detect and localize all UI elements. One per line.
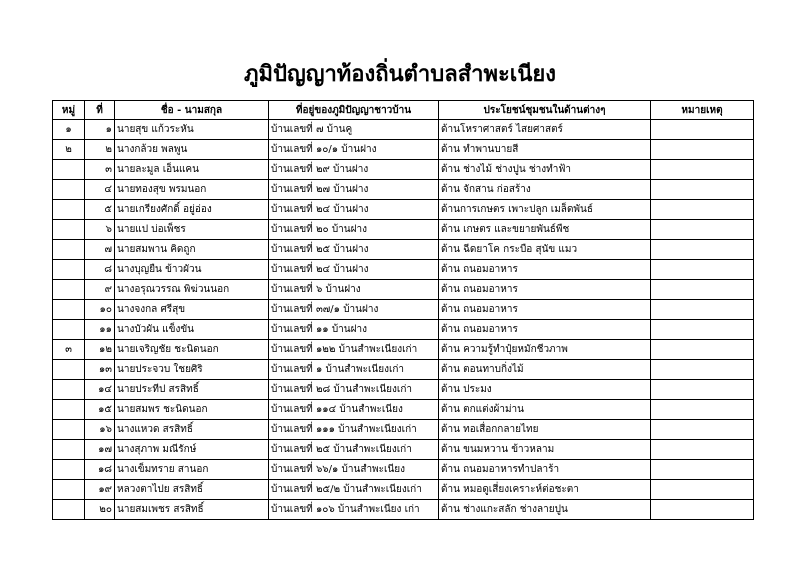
cell-moo — [53, 200, 85, 220]
cell-no: ๑ — [85, 120, 115, 140]
cell-no: ๑๕ — [85, 400, 115, 420]
cell-name: นายสมพร ชะนิดนอก — [115, 400, 269, 420]
cell-remark — [651, 240, 754, 260]
cell-no: ๑๖ — [85, 420, 115, 440]
cell-benefit: ด้าน ถนอมอาหารทำปลาร้า — [439, 460, 651, 480]
table-row — [53, 260, 754, 280]
cell-moo — [53, 320, 85, 340]
table-row — [53, 240, 754, 260]
table-row — [53, 480, 754, 500]
cell-remark — [651, 200, 754, 220]
cell-name: นายสมเพชร สรสิทธิ์ — [115, 500, 269, 520]
cell-remark — [651, 480, 754, 500]
cell-remark — [651, 180, 754, 200]
cell-name: นายสมพาน คิดถูก — [115, 240, 269, 260]
cell-address: บ้านเลขที่ ๖๖/๑ บ้านสำพะเนียง — [269, 460, 439, 480]
cell-moo: ๑ — [53, 120, 85, 140]
cell-address: บ้านเลขที่ ๑๑ บ้านฝาง — [269, 320, 439, 340]
cell-remark — [651, 260, 754, 280]
cell-remark — [651, 460, 754, 480]
table-row — [53, 340, 754, 360]
cell-remark — [651, 400, 754, 420]
cell-benefit: ด้าน ประมง — [439, 380, 651, 400]
cell-address: บ้านเลขที่ ๖ บ้านฝาง — [269, 280, 439, 300]
cell-address: บ้านเลขที่ ๑๐๖ บ้านสำพะเนียง เก่า — [269, 500, 439, 520]
cell-benefit: ด้าน ถนอมอาหาร — [439, 300, 651, 320]
cell-benefit: ด้าน หมอดูเสี่ยงเคราะห์ต่อชะตา — [439, 480, 651, 500]
table-row — [53, 160, 754, 180]
table-row — [53, 120, 754, 140]
cell-no: ๘ — [85, 260, 115, 280]
cell-no: ๑๒ — [85, 340, 115, 360]
cell-moo — [53, 420, 85, 440]
cell-moo — [53, 280, 85, 300]
cell-name: นางแหวด สรสิทธิ์ — [115, 420, 269, 440]
cell-name: นายแป บ่อเพ็ชร — [115, 220, 269, 240]
cell-benefit: ด้าน ตอนทาบกิ่งไม้ — [439, 360, 651, 380]
cell-address: บ้านเลขที่ ๒๗ บ้านฝาง — [269, 180, 439, 200]
cell-benefit: ด้าน ถนอมอาหาร — [439, 320, 651, 340]
cell-benefit: ด้าน ทอเสื่อกกลายไทย — [439, 420, 651, 440]
table-header-row — [53, 101, 754, 120]
document-title: ภูมิปัญญาท้องถิ่นตำบลสำพะเนียง — [243, 62, 556, 87]
cell-moo — [53, 500, 85, 520]
cell-moo — [53, 440, 85, 460]
cell-no: ๑๑ — [85, 320, 115, 340]
cell-no: ๔ — [85, 180, 115, 200]
cell-name: นายประจวบ ใชยศิริ — [115, 360, 269, 380]
cell-address: บ้านเลขที่ ๑ บ้านสำพะเนียงเก่า — [269, 360, 439, 380]
cell-moo — [53, 180, 85, 200]
table-row — [53, 420, 754, 440]
cell-remark — [651, 140, 754, 160]
header-remark: หมายเหตุ — [651, 101, 754, 120]
cell-remark — [651, 320, 754, 340]
cell-remark — [651, 220, 754, 240]
cell-moo — [53, 260, 85, 280]
table-row — [53, 200, 754, 220]
cell-address: บ้านเลขที่ ๑๑๑ บ้านสำพะเนียงเก่า — [269, 420, 439, 440]
cell-name: นางสุภาพ มณีรักษ์ — [115, 440, 269, 460]
wisdom-registry-table — [52, 100, 754, 520]
cell-benefit: ด้าน จักสาน ก่อสร้าง — [439, 180, 651, 200]
cell-no: ๒ — [85, 140, 115, 160]
table-row — [53, 440, 754, 460]
cell-address: บ้านเลขที่ ๒๘ บ้านสำพะเนียงเก่า — [269, 380, 439, 400]
cell-benefit: ด้าน ถนอมอาหาร — [439, 280, 651, 300]
cell-moo — [53, 160, 85, 180]
header-no: ที่ — [85, 101, 115, 120]
cell-benefit: ด้าน ขนมหวาน ข้าวหลาม — [439, 440, 651, 460]
cell-name: นายทองสุข พรมนอก — [115, 180, 269, 200]
cell-name: นางบัวผัน แข็งขัน — [115, 320, 269, 340]
table-row — [53, 400, 754, 420]
cell-address: บ้านเลขที่ ๒๕/๒ บ้านสำพะเนียงเก่า — [269, 480, 439, 500]
table-row — [53, 140, 754, 160]
cell-moo — [53, 380, 85, 400]
header-moo: หมู่ — [53, 101, 85, 120]
cell-remark — [651, 340, 754, 360]
cell-name: นายละมูล เอ็นแคน — [115, 160, 269, 180]
cell-moo: ๓ — [53, 340, 85, 360]
cell-no: ๑๓ — [85, 360, 115, 380]
header-name: ชื่อ - นามสกุล — [115, 101, 269, 120]
cell-address: บ้านเลขที่ ๒๔ บ้านฝาง — [269, 260, 439, 280]
header-address: ที่อยู่ของภูมิปัญญาชาวบ้าน — [269, 101, 439, 120]
cell-no: ๑๘ — [85, 460, 115, 480]
cell-benefit: ด้าน ทำพานบายสี — [439, 140, 651, 160]
cell-moo — [53, 300, 85, 320]
cell-name: นางอรุณวรรณ พิฆ่วนนอก — [115, 280, 269, 300]
cell-benefit: ด้าน ช่างไม้ ช่างปูน ช่างทำฟ้า — [439, 160, 651, 180]
cell-remark — [651, 440, 754, 460]
cell-name: นายเจริญชัย ชะนิดนอก — [115, 340, 269, 360]
cell-no: ๑๙ — [85, 480, 115, 500]
cell-name: นางเข็มทราย สานอก — [115, 460, 269, 480]
cell-no: ๓ — [85, 160, 115, 180]
cell-remark — [651, 360, 754, 380]
cell-address: บ้านเลขที่ ๓๗/๑ บ้านฝาง — [269, 300, 439, 320]
cell-benefit: ด้าน ช่างแกะสลัก ช่างลายปูน — [439, 500, 651, 520]
cell-remark — [651, 300, 754, 320]
cell-address: บ้านเลขที่ ๒๔ บ้านฝาง — [269, 200, 439, 220]
cell-name: นางบุญยืน ข้าวผัวน — [115, 260, 269, 280]
cell-name: นายเกรียงศักดิ์ อยู่อ่อง — [115, 200, 269, 220]
cell-moo — [53, 220, 85, 240]
cell-no: ๑๗ — [85, 440, 115, 460]
table-row — [53, 220, 754, 240]
table-row — [53, 460, 754, 480]
cell-name: นางกล้วย พลพูน — [115, 140, 269, 160]
cell-name: นายสุข แก้วระหัน — [115, 120, 269, 140]
table-row — [53, 500, 754, 520]
cell-address: บ้านเลขที่ ๒๕ บ้านสำพะเนียงเก่า — [269, 440, 439, 460]
cell-remark — [651, 280, 754, 300]
cell-name: นางจงกล ศรีสุข — [115, 300, 269, 320]
cell-benefit: ด้าน ตกแต่งผ้าม่าน — [439, 400, 651, 420]
table-row — [53, 360, 754, 380]
cell-no: ๑๐ — [85, 300, 115, 320]
cell-no: ๙ — [85, 280, 115, 300]
cell-benefit: ด้าน ถนอมอาหาร — [439, 260, 651, 280]
cell-address: บ้านเลขที่ ๑๒๒ บ้านสำพะเนียงเก่า — [269, 340, 439, 360]
cell-remark — [651, 160, 754, 180]
cell-benefit: ด้าน เกษตร และขยายพันธ์พืช — [439, 220, 651, 240]
cell-no: ๒๐ — [85, 500, 115, 520]
cell-no: ๑๔ — [85, 380, 115, 400]
cell-moo — [53, 360, 85, 380]
table-row — [53, 300, 754, 320]
cell-moo — [53, 400, 85, 420]
cell-benefit: ด้านโหราศาสตร์ ไสยศาสตร์ — [439, 120, 651, 140]
cell-address: บ้านเลขที่ ๒๕ บ้านฝาง — [269, 240, 439, 260]
cell-remark — [651, 120, 754, 140]
table-row — [53, 180, 754, 200]
cell-address: บ้านเลขที่ ๒๙ บ้านฝาง — [269, 160, 439, 180]
cell-no: ๗ — [85, 240, 115, 260]
cell-no: ๕ — [85, 200, 115, 220]
table-row — [53, 280, 754, 300]
cell-remark — [651, 500, 754, 520]
cell-remark — [651, 380, 754, 400]
cell-moo — [53, 460, 85, 480]
cell-benefit: ด้านการเกษตร เพาะปลูก เมล็ดพันธ์ — [439, 200, 651, 220]
cell-benefit: ด้าน ฉีดยาโค กระบือ สุนัข แมว — [439, 240, 651, 260]
cell-benefit: ด้าน ความรู้ทำปุ๋ยหมักชีวภาพ — [439, 340, 651, 360]
table-row — [53, 320, 754, 340]
cell-remark — [651, 420, 754, 440]
cell-moo — [53, 480, 85, 500]
cell-address: บ้านเลขที่ ๗ บ้านคู — [269, 120, 439, 140]
table-row — [53, 380, 754, 400]
cell-address: บ้านเลขที่ ๒๐ บ้านฝาง — [269, 220, 439, 240]
cell-moo — [53, 240, 85, 260]
cell-no: ๖ — [85, 220, 115, 240]
cell-address: บ้านเลขที่ ๑๐/๑ บ้านฝาง — [269, 140, 439, 160]
cell-name: หลวงตาไปย สรสิทธิ์ — [115, 480, 269, 500]
cell-name: นายประทีป สรสิทธิ์ — [115, 380, 269, 400]
cell-address: บ้านเลขที่ ๑๑๔ บ้านสำพะเนียง — [269, 400, 439, 420]
cell-moo: ๒ — [53, 140, 85, 160]
header-benefit: ประโยชน์ชุมชนในด้านต่างๆ — [439, 101, 651, 120]
